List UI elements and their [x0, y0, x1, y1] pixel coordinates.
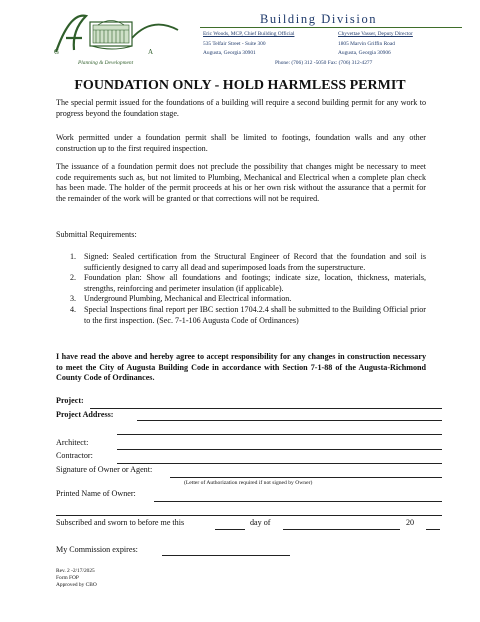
phone-fax: Phone: (706) 312 -5050 Fax: (706) 312-4277	[275, 60, 373, 66]
header-divider	[200, 27, 462, 28]
deputy-name: Chyvettae Vasser, Deputy Director	[338, 31, 413, 37]
deputy-address: 1805 Marvin Griffin Road	[338, 40, 395, 47]
paragraph-1: The special permit issued for the foundations of a building will require a second building permit for any work to progress beyond the foundation stage.	[56, 98, 426, 118]
requirement-item: 3. Underground Plumbing, Mechanical and Electrical information.	[70, 294, 292, 304]
requirement-item: 4. Special Inspections final report per IBC section 1704.2.4 shall be submitted to the Building Official prior to the first inspection. (Sec. 7-1-106 Augusta Code of Ordinances)	[70, 304, 426, 325]
sworn-day-label: day of	[250, 518, 271, 527]
paragraph-3: The issuance of a foundation permit does not preclude the possibility that changes might be necessary to meet code requirements such as, but not limited to Plumbing, Mechanical and Electrical when a complete plan check has been made. The holder of the permit proceeds at his or her own risk without the assurance that a permit for the remainder of the work will be granted or that corrections will not be required.	[56, 162, 426, 203]
deputy-city: Augusta, Georgia 30906	[338, 50, 391, 57]
commission-label: My Commission expires:	[56, 545, 138, 554]
paragraph-2: Work permitted under a foundation permit shall be limited to footings, foundation walls and any other construction up to the first required inspection.	[56, 133, 426, 153]
project-address-line-2[interactable]	[117, 434, 442, 435]
authorization-note: (Letter of Authorization required if not signed by Owner)	[184, 480, 313, 486]
division-title: Building Division	[260, 12, 378, 26]
svg-text:G: G	[54, 48, 60, 56]
official-address: 535 Telfair Street - Suite 300	[203, 40, 266, 47]
official-name: Eric Woods, MCP, Chief Building Official	[203, 31, 295, 37]
requirement-item: 2. Foundation plan: Show all foundations and footings; indicate size, location, thickness, materials, strengths, reinforcing and perimeter insulation (if applicable).	[70, 273, 426, 293]
architect-line[interactable]	[117, 449, 442, 450]
sworn-text: Subscribed and sworn to before me this	[56, 518, 185, 527]
contractor-line[interactable]	[117, 463, 442, 464]
page-title: FOUNDATION ONLY - HOLD HARMLESS PERMIT	[74, 78, 406, 93]
svg-text:Planning & Development: Planning & Development	[78, 60, 134, 66]
sworn-day-line[interactable]	[215, 529, 245, 530]
sworn-year-line[interactable]	[426, 529, 440, 530]
requirements-list	[70, 252, 426, 326]
requirements-heading: Submittal Requirements:	[56, 230, 137, 239]
architect-label: Architect:	[56, 438, 89, 447]
agreement-statement: I have read the above and hereby agree to accept responsibility for any changes in construction necessary to meet the City of Augusta Building Code in accordance with Section 7-1-88 of the Augusta-Richmond County Code of Ordinances.	[56, 352, 426, 383]
section-divider	[56, 515, 442, 516]
sworn-year-prefix: 20	[406, 518, 415, 527]
printed-name-label: Printed Name of Owner:	[56, 489, 136, 498]
project-address-line[interactable]	[137, 420, 442, 421]
left-contact	[203, 30, 333, 59]
requirement-item: 1. Signed: Sealed certification from the Structural Engineer of Record that the foundation and soil is sufficiently designed to carry all dead and superimposed loads from the superstructure.	[70, 252, 426, 272]
form-id: Form FOP	[56, 575, 79, 582]
signature-label: Signature of Owner or Agent:	[56, 465, 153, 474]
svg-text:A: A	[148, 48, 154, 56]
right-contact	[338, 30, 468, 59]
contractor-label: Contractor:	[56, 451, 93, 460]
augusta-logo	[52, 8, 182, 68]
commission-line[interactable]	[162, 555, 290, 556]
sworn-month-line[interactable]	[283, 529, 400, 530]
project-line[interactable]	[90, 408, 442, 409]
official-city: Augusta, Georgia 30901	[203, 50, 256, 57]
revision-text: Rev. 2 -2/17/2025	[56, 568, 95, 574]
footer-info	[56, 568, 97, 590]
signature-line[interactable]	[170, 477, 442, 478]
project-label: Project:	[56, 396, 84, 405]
project-address-label: Project Address:	[56, 410, 114, 419]
printed-name-line[interactable]	[154, 501, 442, 502]
approval-text: Approved by CBO	[56, 582, 97, 589]
